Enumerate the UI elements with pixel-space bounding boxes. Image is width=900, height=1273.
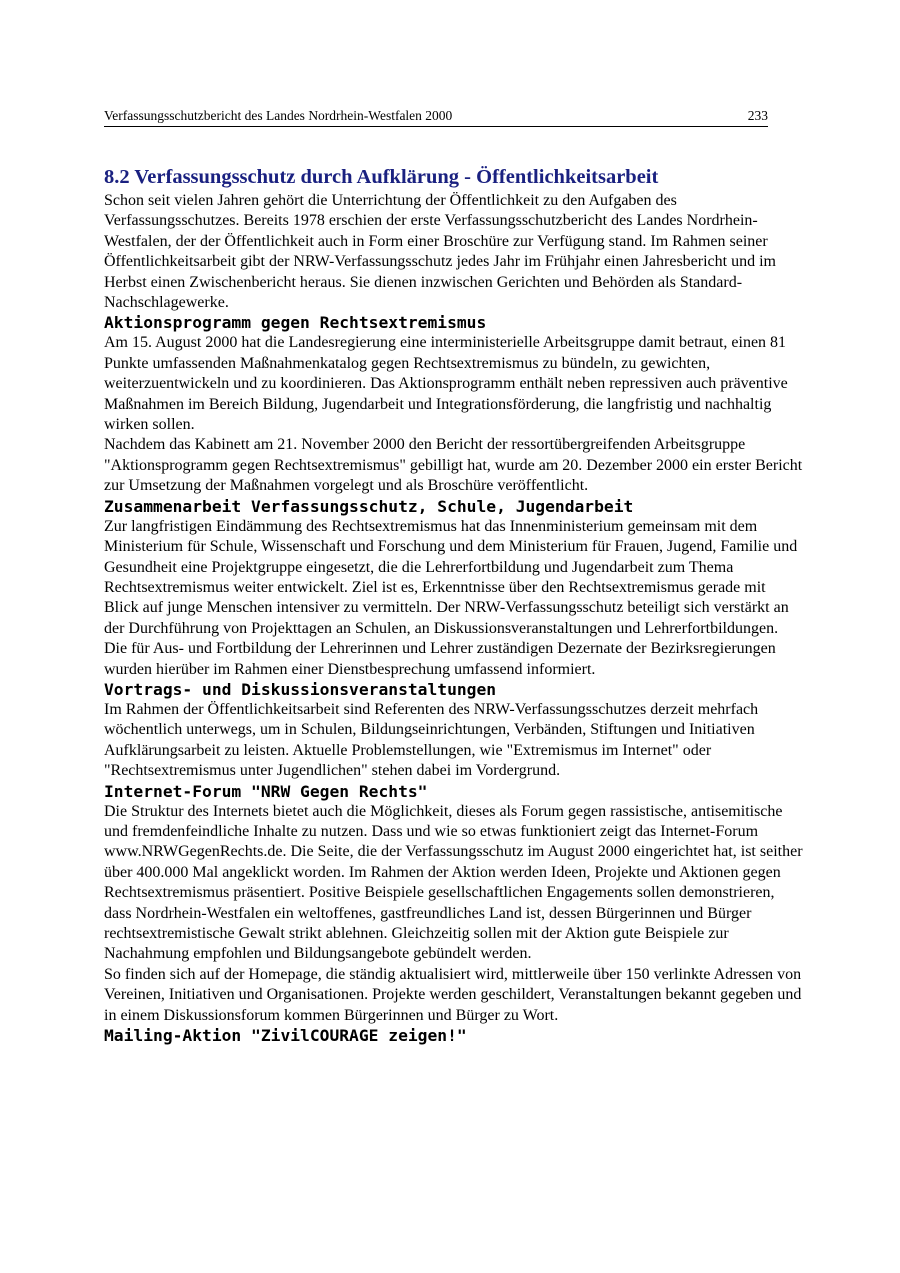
paragraph-vortraege: Im Rahmen der Öffentlichkeitsarbeit sind Referenten des NRW-Verfassungsschutzes derzeit mehrfach wöchentlich unterwegs, um in Schulen, Bildungseinrichtungen, Verbänden, Stiftungen und Initiativen Aufklärungsarbeit zu leisten. Aktuelle Problemstellungen, wie "Extremismus im Internet" oder "Rechtsextremismus unter Jugendlichen" stehen dabei im Vordergrund. <box>104 700 759 780</box>
section-intro-paragraph: Schon seit vielen Jahren gehört die Unterrichtung der Öffentlichkeit zu den Aufgaben des Verfassungsschutzes. Bereits 1978 erschien der erste Verfassungsschutzbericht des Landes Nordrhein-Westfalen, der der Öffentlichkeit auch in Form einer Broschüre zur Verfügung stand. Im Rahmen seiner Öffentlichkeitsarbeit gibt der NRW-Verfassungsschutz jedes Jahr im Frühjahr einen Jahresbericht und im Herbst einen Zwischenbericht heraus. Sie dienen inzwischen Gerichten und Behörden als Standard-Nachschlagewerke. <box>104 192 776 312</box>
subheading-aktionsprogramm: Aktionsprogramm gegen Rechtsextremismus <box>104 313 487 333</box>
paragraph-aktionsprogramm-2: Nachdem das Kabinett am 21. November 2000 den Bericht der ressortübergreifenden Arbeitsgruppe "Aktionsprogramm gegen Rechtsextremismus" gebilligt hat, wurde am 20. Dezember 2000 ein erster Bericht zur Umsetzung der Maßnahmen vorgelegt und als Broschüre veröffentlicht. <box>104 436 803 495</box>
page-header <box>104 108 768 127</box>
paragraph-aktionsprogramm-1: Am 15. August 2000 hat die Landesregierung eine interministerielle Arbeitsgruppe damit betraut, einen 81 Punkte umfassenden Maßnahmenkatalog gegen Rechtsextremismus zu bündeln, zu gewichten, weiterzuentwickeln und zu koordinieren. Das Aktionsprogramm enthält neben repressiven auch präventive Maßnahmen im Bereich Bildung, Jugendarbeit und Integrationsförderung, die langfristig und nachhaltig wirken sollen. <box>104 334 788 434</box>
subheading-internet-forum: Internet-Forum "NRW Gegen Rechts" <box>104 781 428 801</box>
paragraph-internet-forum-1: Die Struktur des Internets bietet auch die Möglichkeit, dieses als Forum gegen rassistische, antisemitische und fremdenfeindliche Inhalte zu nutzen. Dass und wie so etwas funktioniert zeigt das Internet-Forum www.NRWGegenRechts.de. Die Seite, die der Verfassungsschutz im August 2000 eingerichtet hat, ist seither über 400.000 Mal angeklickt worden. Im Rahmen der Aktion werden Ideen, Projekte und Aktionen gegen Rechtsextremismus präsentiert. Positive Beispiele gesellschaftlichen Engagements sollen demonstrieren, dass Nordrhein-Westfalen ein weltoffenes, gastfreundliches Land ist, dessen Bürgerinnen und Bürger rechtsextremistische Gewalt strikt ablehnen. Gleichzeitig sollen mit der Aktion gute Beispiele zur Nachahmung empfohlen und Bildungsangebote gebündelt werden. <box>104 802 803 963</box>
subheading-vortraege: Vortrags- und Diskussionsveranstaltungen <box>104 679 497 699</box>
running-header-title: Verfassungsschutzbericht des Landes Nordrhein-Westfalen 2000 <box>104 108 453 123</box>
subheading-mailing-aktion: Mailing-Aktion "ZivilCOURAGE zeigen!" <box>104 1026 467 1046</box>
page-content <box>104 163 804 1046</box>
subheading-zusammenarbeit: Zusammenarbeit Verfassungsschutz, Schule, Jugendarbeit <box>104 496 634 516</box>
paragraph-internet-forum-2: So finden sich auf der Homepage, die ständig aktualisiert wird, mittlerweile über 150 verlinkte Adressen von Vereinen, Initiativen und Organisationen. Projekte werden geschildert, Veranstaltungen bekannt gegeben und in einem Diskussionsforum kommen Bürgerinnen und Bürger zu Wort. <box>104 965 802 1024</box>
page-number: 233 <box>747 108 768 123</box>
section-title: 8.2 Verfassungsschutz durch Aufklärung - Öffentlichkeitsarbeit <box>104 166 659 188</box>
paragraph-zusammenarbeit: Zur langfristigen Eindämmung des Rechtsextremismus hat das Innenministerium gemeinsam mit dem Ministerium für Schule, Wissenschaft und Forschung und dem Ministerium für Frauen, Jugend, Familie und Gesundheit eine Projektgruppe eingesetzt, die die Lehrerfortbildung und Jugendarbeit zum Thema Rechtsextremismus weiter entwickelt. Ziel ist es, Erkenntnisse über den Rechtsextremismus gerade mit Blick auf junge Menschen intensiver zu vermitteln. Der NRW-Verfassungsschutz beteiligt sich verstärkt an der Durchführung von Projekttagen an Schulen, an Diskussionsveranstaltungen und Lehrerfortbildungen. Die für Aus- und Fortbildung der Lehrerinnen und Lehrer zuständigen Dezernate der Bezirksregierungen wurden hierüber im Rahmen einer Dienstbesprechung umfassend informiert. <box>104 517 798 678</box>
